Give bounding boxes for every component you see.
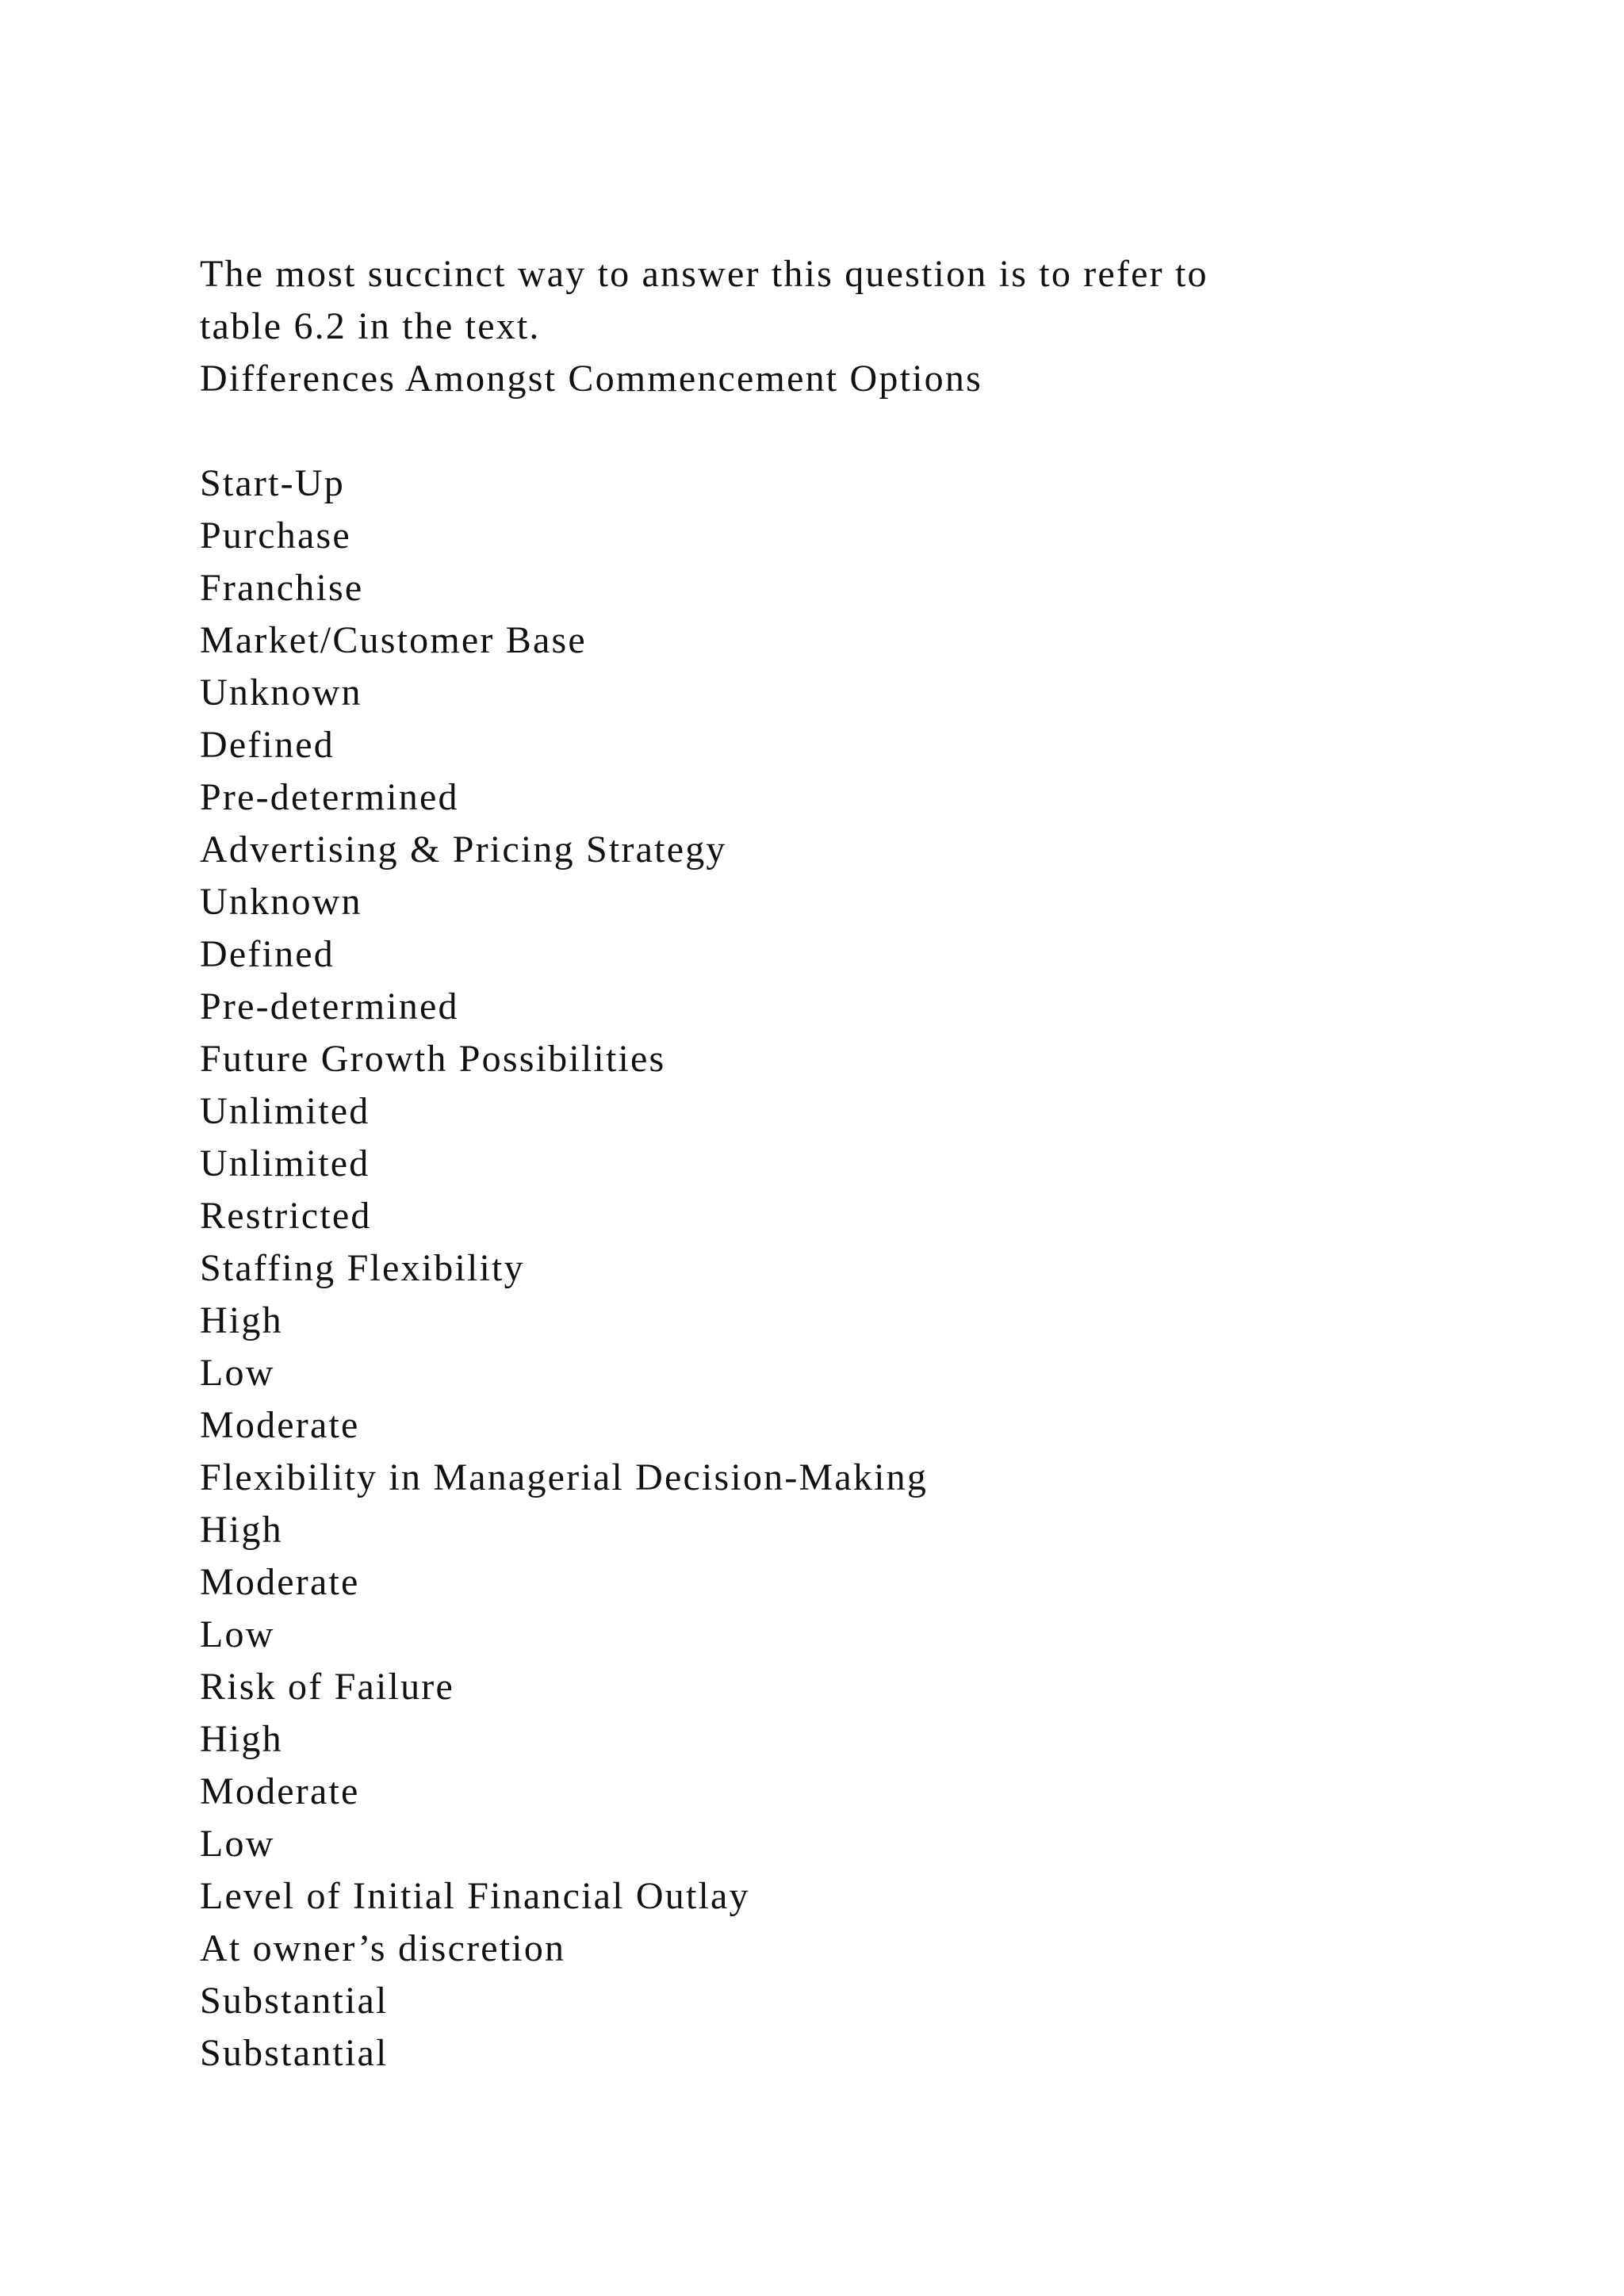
table-heading: Differences Amongst Commencement Options — [200, 358, 982, 400]
row-value: Unlimited — [200, 1090, 370, 1132]
row-label: Level of Initial Financial Outlay — [200, 1875, 750, 1917]
option-header: Purchase — [200, 515, 351, 557]
intro-line-2: table 6.2 in the text. — [200, 305, 541, 347]
row-label: Market/Customer Base — [200, 619, 587, 661]
document-body — [200, 248, 1469, 2080]
row-value: Low — [200, 1823, 275, 1865]
row-value: High — [200, 1509, 283, 1551]
blank-line — [200, 405, 1469, 457]
intro-line-1: The most succinct way to answer this question is to refer to — [200, 253, 1208, 295]
row-value: Defined — [200, 933, 335, 975]
row-value: At owner’s discretion — [200, 1927, 566, 1969]
row-value: Restricted — [200, 1195, 372, 1237]
row-value: Pre-determined — [200, 985, 459, 1027]
row-value: Unlimited — [200, 1142, 370, 1184]
row-label: Staffing Flexibility — [200, 1247, 525, 1289]
row-label: Advertising & Pricing Strategy — [200, 828, 727, 871]
option-header: Franchise — [200, 567, 364, 609]
row-value: Substantial — [200, 2032, 389, 2074]
row-value: Low — [200, 1613, 275, 1655]
row-label: Risk of Failure — [200, 1666, 454, 1708]
row-value: Unknown — [200, 881, 362, 923]
row-value: Unknown — [200, 672, 362, 714]
row-value: Low — [200, 1352, 275, 1394]
row-value: Moderate — [200, 1561, 360, 1603]
row-value: Defined — [200, 724, 335, 766]
option-header: Start-Up — [200, 462, 345, 504]
row-value: Substantial — [200, 1980, 389, 2022]
row-value: Moderate — [200, 1770, 360, 1812]
row-value: Pre-determined — [200, 776, 459, 818]
row-value: High — [200, 1299, 283, 1341]
row-value: Moderate — [200, 1404, 360, 1446]
row-value: High — [200, 1718, 283, 1760]
row-label: Flexibility in Managerial Decision-Making — [200, 1456, 929, 1498]
row-label: Future Growth Possibilities — [200, 1038, 666, 1080]
